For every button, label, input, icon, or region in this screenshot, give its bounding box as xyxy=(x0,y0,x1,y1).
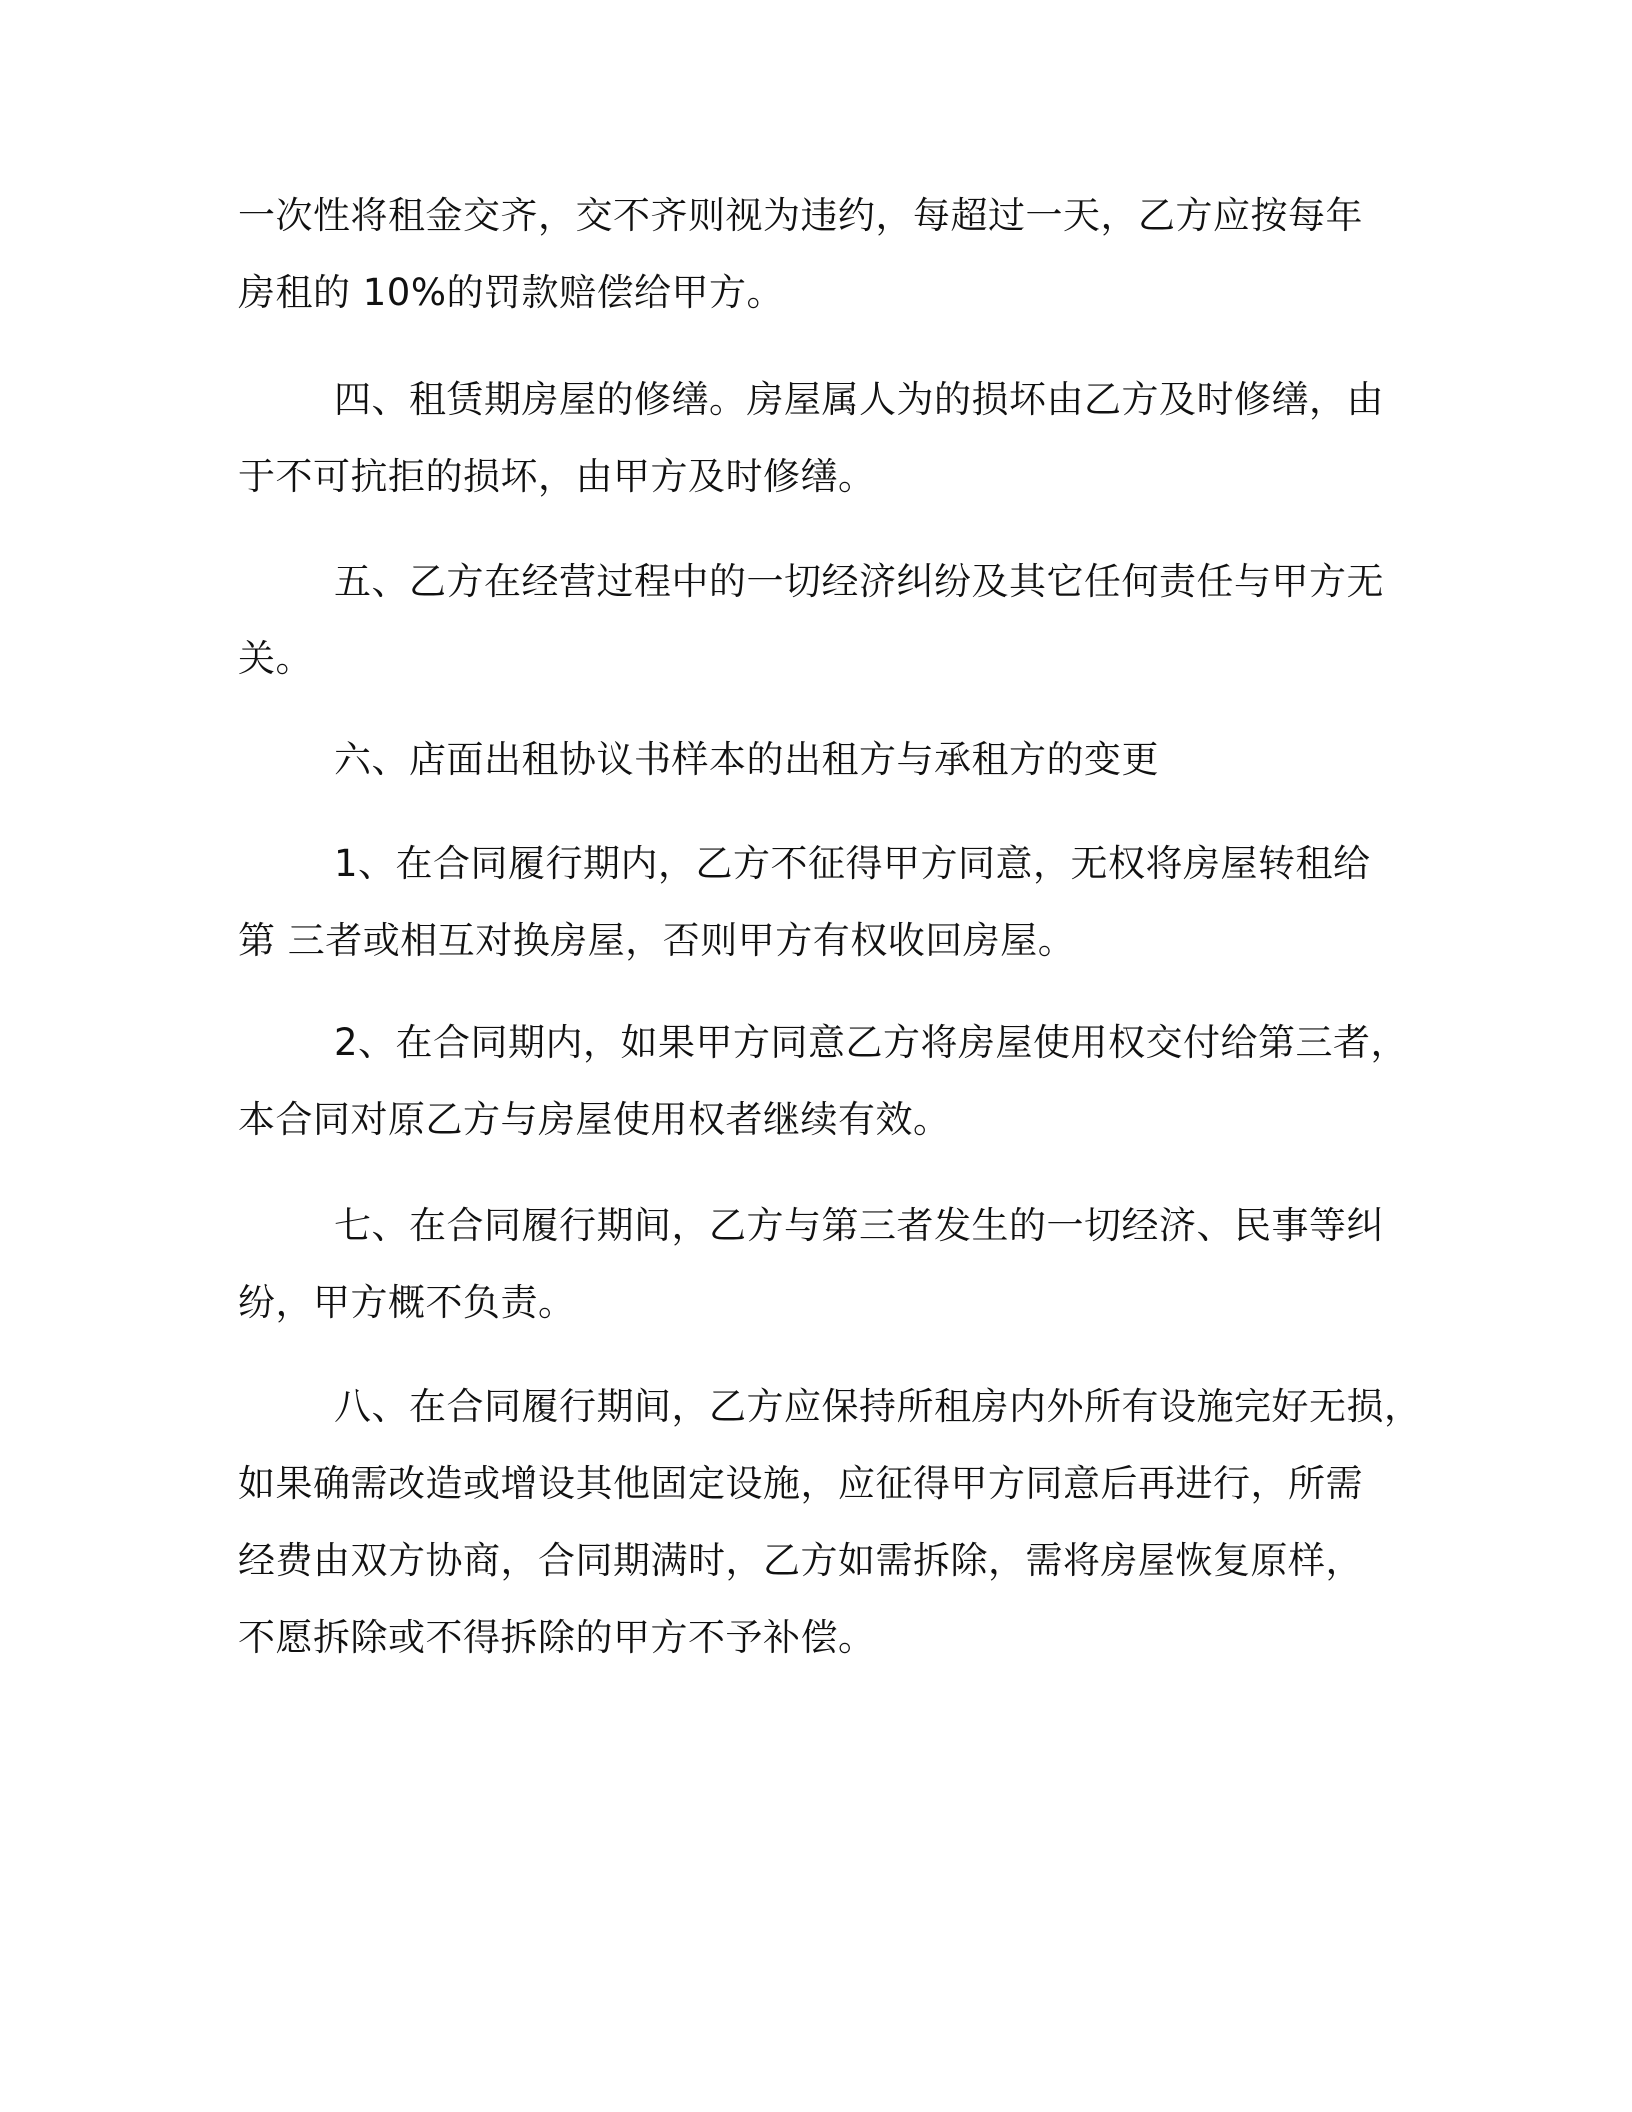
paragraph-clause-6-item-2 xyxy=(238,1004,1408,1158)
paragraph-line: 七、在合同履行期间，乙方与第三者发生的一切经济、民事等纠 xyxy=(334,1204,1384,1247)
paragraph-clause-6-heading xyxy=(238,721,1159,798)
paragraph-line: 于不可抗拒的损坏，由甲方及时修缮。 xyxy=(238,455,876,498)
paragraph-line: 五、乙方在经营过程中的一切经济纠纷及其它任何责任与甲方无 xyxy=(334,560,1384,603)
paragraph-line: 八、在合同履行期间，乙方应保持所租房内外所有设施完好无损， xyxy=(334,1385,1422,1428)
paragraph-line: 关。 xyxy=(238,637,313,680)
paragraph-clause-6-item-1 xyxy=(238,825,1371,979)
paragraph-line: 四、租赁期房屋的修缮。房屋属人为的损坏由乙方及时修缮，由 xyxy=(334,378,1384,421)
paragraph-rent-penalty xyxy=(238,177,1363,331)
paragraph-line: 不愿拆除或不得拆除的甲方不予补偿。 xyxy=(238,1616,876,1659)
paragraph-clause-5 xyxy=(238,543,1384,697)
paragraph-clause-8 xyxy=(238,1368,1422,1676)
paragraph-line: 如果确需改造或增设其他固定设施，应征得甲方同意后再进行，所需 xyxy=(238,1462,1363,1505)
paragraph-line: 本合同对原乙方与房屋使用权者继续有效。 xyxy=(238,1098,951,1141)
paragraph-line: 1、在合同履行期内，乙方不征得甲方同意，无权将房屋转租给 xyxy=(334,842,1371,885)
paragraph-line: 一次性将租金交齐，交不齐则视为违约，每超过一天，乙方应按每年 xyxy=(238,194,1363,237)
paragraph-line: 第 三者或相互对换房屋，否则甲方有权收回房屋。 xyxy=(238,919,1076,962)
paragraph-line: 房租的 10%的罚款赔偿给甲方。 xyxy=(238,271,784,314)
paragraph-clause-4 xyxy=(238,361,1384,515)
paragraph-line: 经费由双方协商，合同期满时，乙方如需拆除，需将房屋恢复原样， xyxy=(238,1539,1363,1582)
paragraph-clause-7 xyxy=(238,1187,1384,1341)
paragraph-line: 2、在合同期内，如果甲方同意乙方将房屋使用权交付给第三者， xyxy=(334,1021,1409,1064)
paragraph-line: 六、店面出租协议书样本的出租方与承租方的变更 xyxy=(334,738,1159,781)
paragraph-line: 纷，甲方概不负责。 xyxy=(238,1281,576,1324)
